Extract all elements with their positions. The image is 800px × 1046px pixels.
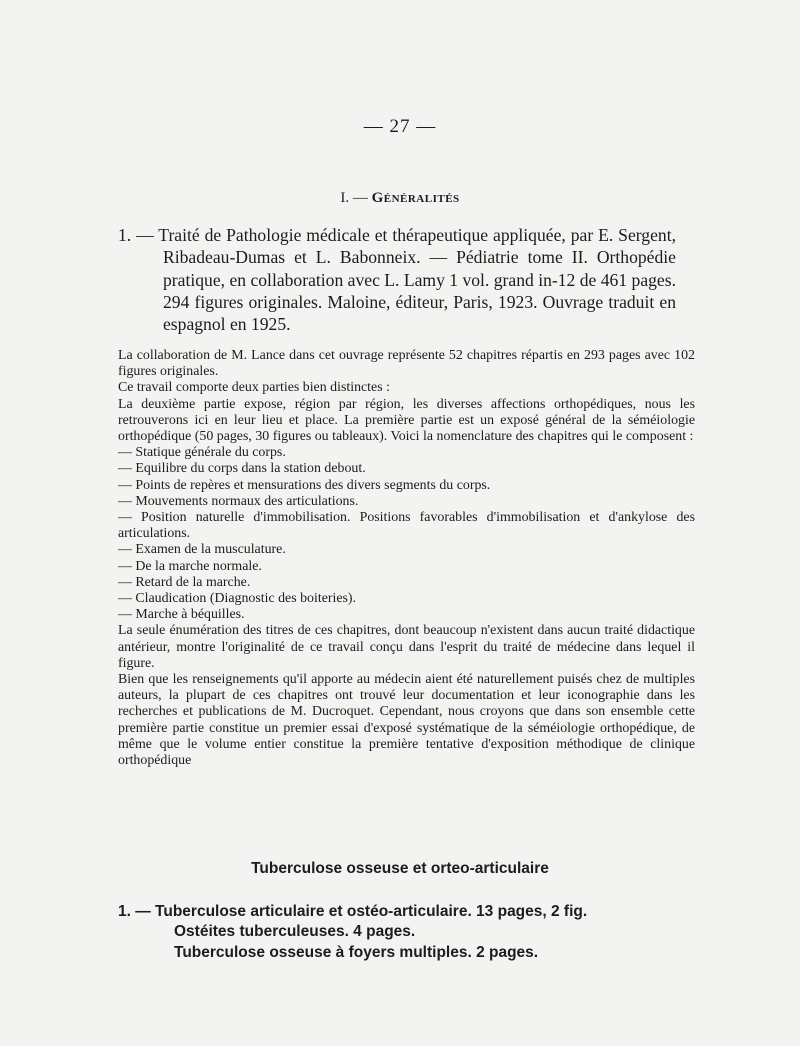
chapter-item: — Points de repères et mensurations des divers segments du corps. — [118, 477, 491, 493]
paragraph: Bien que les renseignements qu'il apporte au médecin aient été naturellement puisés chez de multiples auteurs, la plupart de ces chapitres ont trouvé leur documentation et leur iconographie dans les recherches et publications de M. Ducroquet. Cependant, nous croyons que dans son ensemble cette première partie constitue un premier essai d'exposé systématique de la séméiologie orthopédique, de même que le volume entier constitue la première tentative d'exposition méthodique de clinique orthopédique — [118, 672, 695, 769]
chapter-item: — Position naturelle d'immobilisation. Positions favorables d'immobilisation et d'ankylose des articulations. — [118, 510, 695, 542]
entry-line: Tuberculose osseuse à foyers multiples. 2 pages. — [174, 943, 539, 961]
section-title: Généralités — [371, 190, 460, 206]
bibliography-entry — [118, 224, 676, 335]
chapter-item: — Examen de la musculature. — [118, 542, 286, 558]
paragraph: La seule énumération des titres de ces chapitres, dont beaucoup n'existent dans aucun traité didactique antérieur, montre l'originalité de ce travail conçu dans l'esprit du traité de médecine dans lequel il figure. — [118, 623, 695, 671]
entry-line: 1. — Tuberculose articulaire et ostéo-articulaire. 13 pages, 2 fig. — [118, 903, 588, 920]
chapter-item: — Mouvements normaux des articulations. — [118, 493, 359, 509]
subsection-heading: Tuberculose osseuse et orteo-articulaire — [251, 860, 549, 877]
section-numeral: I. — — [340, 190, 372, 206]
chapter-item: — Statique générale du corps. — [118, 445, 286, 461]
section-heading — [0, 190, 800, 207]
paragraph: Ce travail comporte deux parties bien distinctes : — [118, 380, 390, 396]
tuberculosis-entry — [118, 902, 678, 963]
paragraph: La collaboration de M. Lance dans cet ouvrage représente 52 chapitres répartis en 293 pages avec 102 figures originales. — [118, 348, 695, 380]
chapter-item: — Claudication (Diagnostic des boiteries). — [118, 591, 357, 607]
entry-text: 1. — Traité de Pathologie médicale et thérapeutique appliquée, par E. Sergent, Ribadeau-Dumas et L. Babonneix. — Pédiatrie tome II. Orthopédie pratique, en collaboration avec L. Lamy 1 vol. grand in-12 de 461 pages. 294 figures originales. Maloine, éditeur, Paris, 1923. Ouvrage traduit en espagnol en 1925. — [118, 225, 676, 335]
paragraph: La deuxième partie expose, région par région, les diverses affections orthopédiques, nous les retrouverons ici en leur lieu et place. La première partie est un exposé général de la séméiologie orthopédique (50 pages, 30 figures ou tableaux). Voici la nomenclature des chapitres qui le composent : — [118, 396, 695, 445]
chapter-item: — De la marche normale. — [118, 558, 262, 574]
entry-line: Ostéites tuberculeuses. 4 pages. — [174, 923, 416, 941]
commentary — [118, 348, 695, 769]
chapter-item: — Equilibre du corps dans la station debout. — [118, 461, 366, 477]
page-number: — 27 — — [363, 116, 437, 137]
chapter-item: — Retard de la marche. — [118, 574, 251, 590]
chapter-item: — Marche à béquilles. — [118, 607, 245, 623]
